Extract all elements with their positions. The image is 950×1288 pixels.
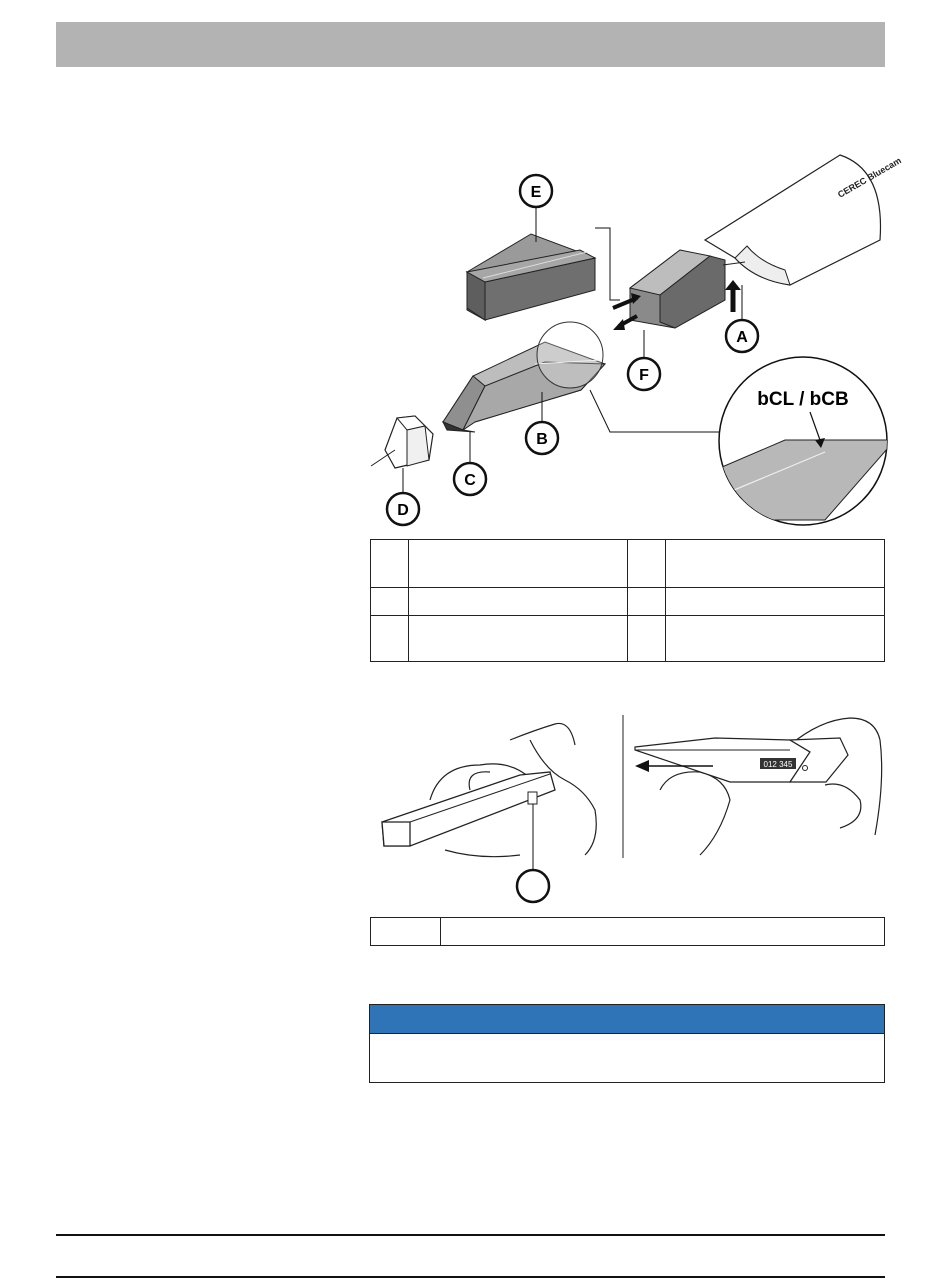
callout-d-letter: D [397,502,409,519]
part-e-block [467,234,595,320]
legend-desc [409,615,628,661]
figure-1-components [355,150,903,530]
footer-rule-top [56,1234,885,1236]
callout-d [387,493,419,525]
callout-b [526,422,558,454]
legend-desc [666,588,885,616]
legend-row [371,588,885,616]
caption-desc [441,918,885,946]
legend-row [371,615,885,661]
page-header-bar [56,22,885,67]
detail-highlight-circle [537,322,603,388]
caption-key [371,918,441,946]
left-sleeve [382,772,555,846]
arrow-a [725,280,741,312]
callout-f-letter: F [639,367,649,384]
right-sleeve [635,738,848,782]
detail-label: bCL / bCB [757,389,849,410]
part-d-tip [371,416,433,468]
leader-line-e [595,228,620,300]
scanner-handpiece [630,155,903,328]
legend-key [627,588,665,616]
leader-line-detail [590,390,720,432]
notice-box [369,1004,885,1083]
legend-row [371,540,885,588]
callout-e-letter: E [530,184,542,201]
callout-a-letter: A [736,329,748,346]
callout-b-letter: B [536,431,548,448]
sleeve-number-text: 012 345 [763,760,793,769]
callout-c [454,463,486,495]
legend-key [627,540,665,588]
callout-c-letter: C [464,472,476,489]
legend-key [371,588,409,616]
detail-magnifier [715,357,895,525]
legend-desc [409,588,628,616]
notice-header-bar [370,1005,884,1034]
figure-1-legend-table [370,539,885,662]
footer-rule-bottom [56,1276,885,1278]
legend-key [371,540,409,588]
callout-circle-empty [517,870,549,902]
callout-a [726,320,758,352]
right-hands-image [660,718,882,855]
legend-desc [666,615,885,661]
legend-key [371,615,409,661]
legend-desc [666,540,885,588]
callout-f [628,358,660,390]
legend-desc [409,540,628,588]
figure-2-sleeve-handling [370,710,890,905]
sleeve-marking-square [528,792,537,804]
scanner-brand-text: CEREC Bluecam [836,155,903,200]
figure-2-caption-table [370,917,885,946]
callout-e [520,175,552,207]
legend-key [627,615,665,661]
notice-body [370,1034,884,1046]
